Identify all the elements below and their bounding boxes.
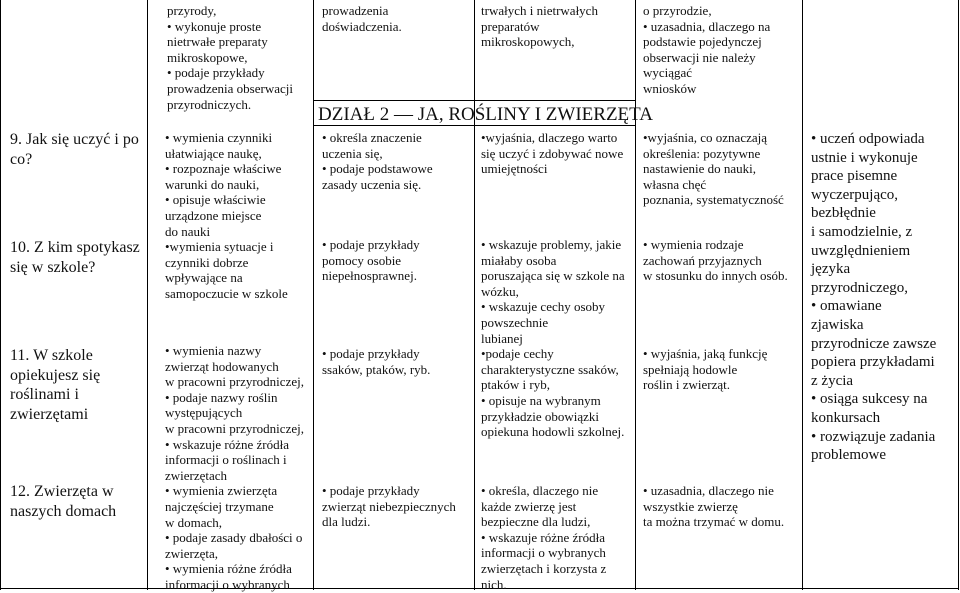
requirement-line: • podaje nazwy roślin [165, 389, 278, 405]
topic-cell [10, 346, 145, 424]
requirement-cell [643, 237, 800, 284]
requirement-line: zwierząt niebezpiecznych [322, 498, 456, 514]
requirement-line: mikroskopowe, [167, 49, 248, 65]
requirement-line: w stosunku do innych osób. [643, 268, 788, 284]
requirement-line: i samodzielnie, z [811, 223, 913, 240]
table-border [313, 0, 314, 590]
requirement-line: o przyrodzie, [643, 3, 712, 18]
requirement-line: w domach, [165, 514, 223, 530]
requirement-cell [481, 483, 633, 592]
requirement-line: zwierząt hodowanych [165, 358, 279, 374]
requirement-line: każde zwierzę jest [481, 498, 577, 514]
requirement-line: ssaków, ptaków, ryb. [322, 361, 431, 377]
table-border-right [958, 0, 959, 590]
requirement-line: • uczeń odpowiada [811, 131, 925, 147]
requirement-line: wpływające na [165, 270, 243, 286]
requirement-line: pomocy osobie [322, 252, 402, 268]
requirement-cell [643, 483, 800, 530]
requirement-cell [481, 130, 633, 177]
requirement-line: zachowań przyjaznych [643, 252, 762, 268]
requirement-cell [643, 130, 800, 208]
requirement-line: • wymienia czynniki [165, 130, 273, 145]
requirement-line: ptaków i ryb, [481, 377, 550, 393]
requirement-line: niepełnosprawnej. [322, 268, 417, 284]
requirement-cell [643, 346, 800, 393]
requirement-line: urządzone miejsce [165, 207, 262, 223]
requirement-line: • podaje przykłady [322, 346, 420, 361]
requirement-line: • rozpoznaje właściwe [165, 161, 282, 177]
table-border [635, 0, 636, 590]
requirement-line: poruszająca się w szkole na [481, 268, 625, 284]
requirement-line: czynniki dobrze [165, 254, 249, 270]
requirement-cell [322, 483, 472, 530]
topic-title: 10. Z kim spotykasz się w szkole? [10, 239, 140, 276]
requirement-line: • podaje przykłady [167, 65, 265, 81]
requirement-line: języka [811, 261, 851, 278]
requirement-cell [322, 237, 472, 284]
requirement-line: się uczyć i zdobywać nowe [481, 145, 624, 161]
requirement-line: samopoczucie w szkole [165, 285, 288, 301]
table-border [147, 0, 148, 590]
requirement-line: bezpieczne dla ludzi, [481, 514, 591, 530]
requirement-line: popiera przykładami [811, 354, 935, 371]
requirement-line: roślin i zwierząt. [643, 377, 730, 393]
requirement-line: • określa, dlaczego nie [481, 483, 599, 498]
requirement-line: spełniają hodowle [643, 361, 738, 377]
table-border-bottom [0, 588, 959, 589]
requirement-line: zasady uczenia się. [322, 176, 422, 192]
requirement-line: najczęściej trzymane [165, 498, 274, 514]
requirement-cell [811, 130, 957, 465]
requirement-line: ułatwiające naukę, [165, 145, 262, 161]
topic-cell [10, 130, 145, 169]
requirement-line: lubianej [481, 330, 523, 346]
section-heading-border-top [313, 100, 635, 101]
requirement-cell [322, 130, 472, 192]
requirement-line: bezbłędnie [811, 205, 876, 222]
requirement-line: wózku, [481, 283, 519, 299]
requirement-line: • uzasadnia, dlaczego na [643, 18, 771, 34]
requirement-cell [481, 237, 633, 440]
requirement-line: • podaje podstawowe [322, 161, 433, 177]
requirement-line: uwzględnieniem [811, 242, 911, 259]
requirement-line: przyrody, [167, 3, 217, 18]
section-heading: DZIAŁ 2 — JA, ROŚLINY I ZWIERZĘTA [318, 104, 653, 125]
requirement-line: nich. [481, 576, 507, 592]
requirement-line: nietrwałe preparaty [167, 34, 268, 50]
requirement-line: • podaje przykłady [322, 237, 420, 252]
requirement-line: trwałych i nietrwałych [481, 3, 598, 18]
requirement-line: w pracowni przyrodniczej, [165, 374, 304, 390]
requirement-cell-top [322, 3, 472, 34]
requirement-line: określenia: pozytywne [643, 145, 761, 161]
requirement-line: miałaby osoba [481, 252, 557, 268]
requirement-line: wyciągać [643, 65, 693, 81]
requirement-line: • wskazuje cechy osoby [481, 299, 606, 315]
requirement-line: wszystkie zwierzę [643, 498, 738, 514]
requirement-line: doświadczenia. [322, 18, 402, 34]
requirement-line: wniosków [643, 80, 697, 96]
requirement-line: uczenia się, [322, 145, 383, 161]
requirement-line: •wyjaśnia, co oznaczają [643, 130, 768, 145]
requirement-line: • osiąga sukcesy na [811, 391, 928, 408]
requirement-line: •podaje cechy [481, 346, 554, 362]
requirement-line: własna chęć [643, 176, 707, 192]
requirement-line: • uzasadnia, dlaczego nie [643, 483, 774, 498]
requirement-line: • wskazuje problemy, jakie [481, 237, 622, 252]
requirement-line: problemowe [811, 447, 886, 464]
requirement-line: • wymienia zwierzęta [165, 483, 278, 499]
requirement-line: umiejętności [481, 161, 548, 177]
requirement-line: przyrodniczych. [167, 96, 252, 112]
requirement-line: • wymienia rodzaje [643, 237, 744, 252]
requirement-line: przyrodniczego, [811, 279, 909, 296]
requirement-line: • wyjaśnia, jaką funkcję [643, 346, 768, 361]
requirement-line: zjawiska [811, 316, 864, 333]
requirement-cell [165, 343, 311, 593]
requirement-line: charakterystyczne ssaków, [481, 361, 619, 377]
requirement-cell-top [643, 3, 800, 97]
requirement-line: przykładzie obowiązki [481, 408, 600, 424]
requirement-cell [322, 346, 472, 377]
requirement-line: • omawiane [811, 298, 882, 315]
requirement-line: z życia [811, 372, 854, 389]
requirement-line: • wymienia nazwy [165, 343, 262, 358]
requirement-line: wyczerpująco, [811, 186, 899, 203]
requirement-line: zwierzętach [165, 467, 228, 483]
topic-cell [10, 482, 145, 521]
requirement-line: •wyjaśnia, dlaczego warto [481, 130, 618, 145]
requirement-line: do nauki [165, 223, 211, 239]
requirement-line: w pracowni przyrodniczej, [165, 420, 304, 436]
requirement-line: • wskazuje różne źródła [165, 436, 290, 452]
requirement-line: ustnie i wykonuje [811, 149, 918, 166]
requirement-line: prowadzenia obserwacji [167, 80, 293, 96]
table-border-left [0, 0, 1, 590]
requirement-line: opiekuna hodowli szkolnej. [481, 424, 625, 440]
requirement-line: występujących [165, 405, 243, 421]
requirement-line: prowadzenia [322, 3, 389, 18]
requirement-line: • rozwiązuje zadania [811, 428, 936, 445]
requirement-line: przyrodnicze zawsze [811, 335, 937, 352]
requirement-line: poznania, systematyczność [643, 192, 784, 208]
requirement-line: • podaje zasady dbałości o [165, 530, 303, 546]
topic-title: 9. Jak się uczyć i po co? [10, 131, 139, 168]
requirement-line: powszechnie [481, 314, 549, 330]
table-border [474, 0, 475, 590]
requirement-line: preparatów [481, 18, 540, 34]
requirement-line: konkursach [811, 409, 881, 426]
requirement-line: • wykonuje proste [167, 18, 262, 34]
table-border [802, 0, 803, 590]
requirement-line: dla ludzi. [322, 514, 371, 530]
requirement-line: • podaje przykłady [322, 483, 420, 498]
requirement-line: zwierzęta, [165, 545, 219, 561]
requirement-line: ta można trzymać w domu. [643, 514, 785, 530]
requirement-line: zwierzętach i korzysta z [481, 560, 607, 576]
requirement-line: obserwacji nie należy [643, 49, 756, 65]
requirement-line: • określa znaczenie [322, 130, 422, 145]
requirement-line: • opisuje na wybranym [481, 392, 601, 408]
topic-title: 11. W szkole opiekujesz się roślinami i zwierzętami [10, 347, 101, 423]
topic-cell [10, 238, 145, 277]
requirement-line: mikroskopowych, [481, 34, 575, 50]
requirement-line: podstawie pojedynczej [643, 34, 762, 50]
requirement-cell [165, 130, 311, 302]
requirement-line: prace pisemne [811, 168, 898, 185]
requirement-line: warunki do nauki, [165, 176, 260, 192]
requirement-line: informacji o wybranych [481, 545, 606, 561]
requirement-cell-top [481, 3, 633, 50]
requirement-line: • wymienia różne źródła [165, 561, 292, 577]
requirement-line: •wymienia sytuacje i [165, 239, 274, 255]
requirement-line: informacji o roślinach i [165, 452, 287, 468]
requirement-line: • wskazuje różne źródła [481, 529, 606, 545]
requirement-line: nastawienie do nauki, [643, 161, 756, 177]
requirement-line: • opisuje właściwie [165, 192, 266, 208]
requirement-line: informacji o wybranych [165, 576, 290, 592]
topic-title: 12. Zwierzęta w naszych domach [10, 483, 117, 520]
requirement-cell-top [167, 3, 311, 112]
